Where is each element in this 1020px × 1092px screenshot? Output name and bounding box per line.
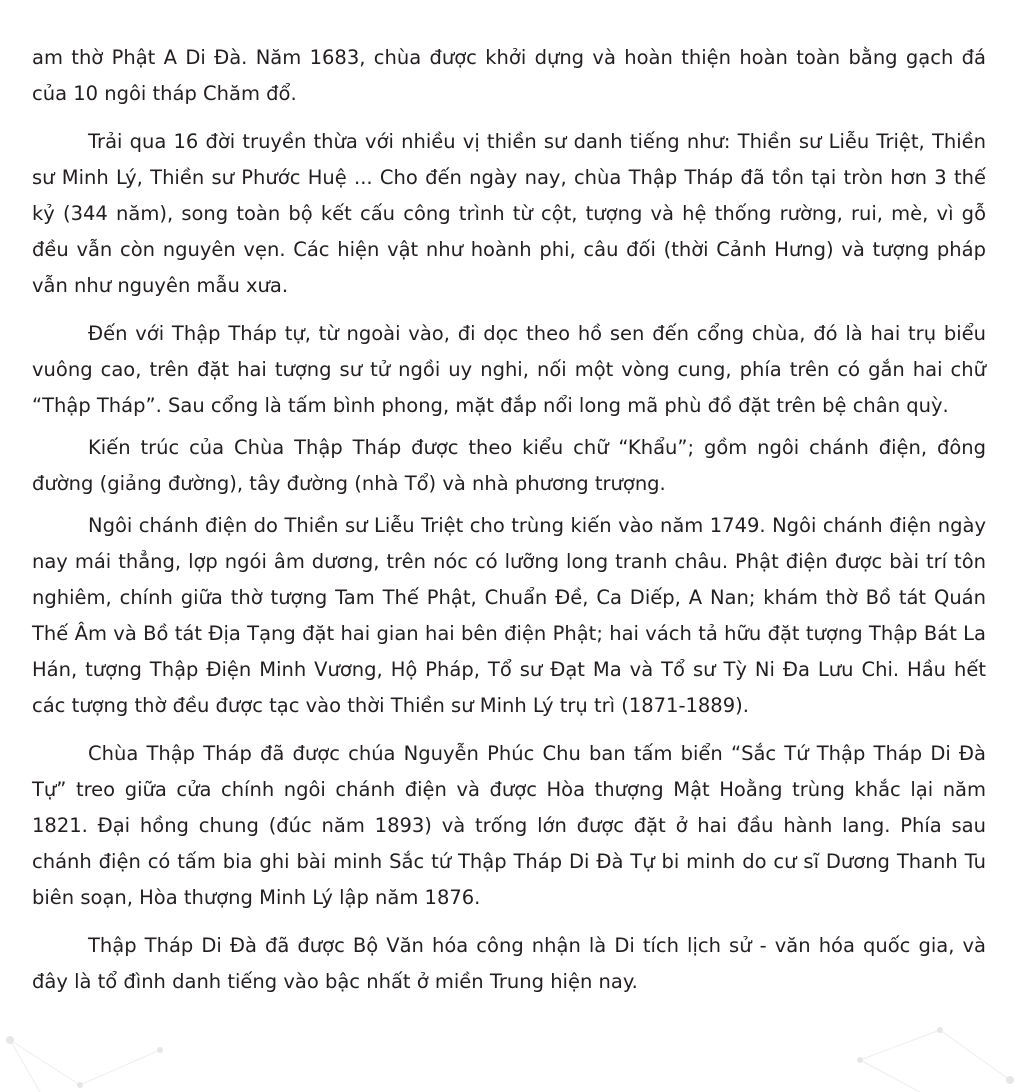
article-body [32, 40, 986, 1012]
paragraph-4: Kiến trúc của Chùa Thập Tháp được theo kiểu chữ “Khẩu”; gồm ngôi chánh điện, đông đường (giảng đường), tây đường (nhà Tổ) và nhà phương trượng. [32, 436, 986, 495]
paragraph-5: Ngôi chánh điện do Thiền sư Liễu Triệt cho trùng kiến vào năm 1749. Ngôi chánh điện ngày nay mái thẳng, lợp ngói âm dương, trên nóc có lưỡng long tranh châu. Phật điện được bài trí tôn nghiêm, chính giữa thờ tượng Tam Thế Phật, Chuẩn Đề, Ca Diếp, A Nan; khám thờ Bồ tát Quán Thế Âm và Bồ tát Địa Tạng đặt hai gian hai bên điện Phật; hai vách tả hữu đặt tượng Thập Bát La Hán, tượng Thập Điện Minh Vương, Hộ Pháp, Tổ sư Đạt Ma và Tổ sư Tỳ Ni Đa Lưu Chi. Hầu hết các tượng thờ đều được tạc vào thời Thiền sư Minh Lý trụ trì (1871-1889). [32, 514, 986, 717]
paragraph-7: Thập Tháp Di Đà đã được Bộ Văn hóa công nhận là Di tích lịch sử - văn hóa quốc gia, và đây là tổ đình danh tiếng vào bậc nhất ở miền Trung hiện nay. [32, 934, 986, 993]
paragraph-3: Đến với Thập Tháp tự, từ ngoài vào, đi dọc theo hồ sen đến cổng chùa, đó là hai trụ biểu vuông cao, trên đặt hai tượng sư tử ngồi uy nghi, nối một vòng cung, phía trên có gắn hai chữ “Thập Tháp”. Sau cổng là tấm bình phong, mặt đắp nổi long mã phù đồ đặt trên bệ chân quỳ. [32, 322, 986, 417]
paragraph-1: am thờ Phật A Di Đà. Năm 1683, chùa được khởi dựng và hoàn thiện hoàn toàn bằng gạch đá của 10 ngôi tháp Chăm đổ. [32, 46, 986, 105]
paragraph-6: Chùa Thập Tháp đã được chúa Nguyễn Phúc Chu ban tấm biển “Sắc Tứ Thập Tháp Di Đà Tự” treo giữa cửa chính ngôi chánh điện và được Hòa thượng Mật Hoằng trùng khắc lại năm 1821. Đại hồng chung (đúc năm 1893) và trống lớn được đặt ở hai đầu hành lang. Phía sau chánh điện có tấm bia ghi bài minh Sắc tứ Thập Tháp Di Đà Tự bi minh do cư sĩ Dương Thanh Tu biên soạn, Hòa thượng Minh Lý lập năm 1876. [32, 742, 986, 909]
paragraph-2: Trải qua 16 đời truyền thừa với nhiều vị thiền sư danh tiếng như: Thiền sư Liễu Triệt, Thiền sư Minh Lý, Thiền sư Phước Huệ ... Cho đến ngày nay, chùa Thập Tháp đã tồn tại tròn hơn 3 thế kỷ (344 năm), song toàn bộ kết cấu công trình từ cột, tượng và hệ thống rường, rui, mè, vì gỗ đều vẫn còn nguyên vẹn. Các hiện vật như hoành phi, câu đối (thời Cảnh Hưng) và tượng pháp vẫn như nguyên mẫu xưa. [32, 130, 986, 297]
